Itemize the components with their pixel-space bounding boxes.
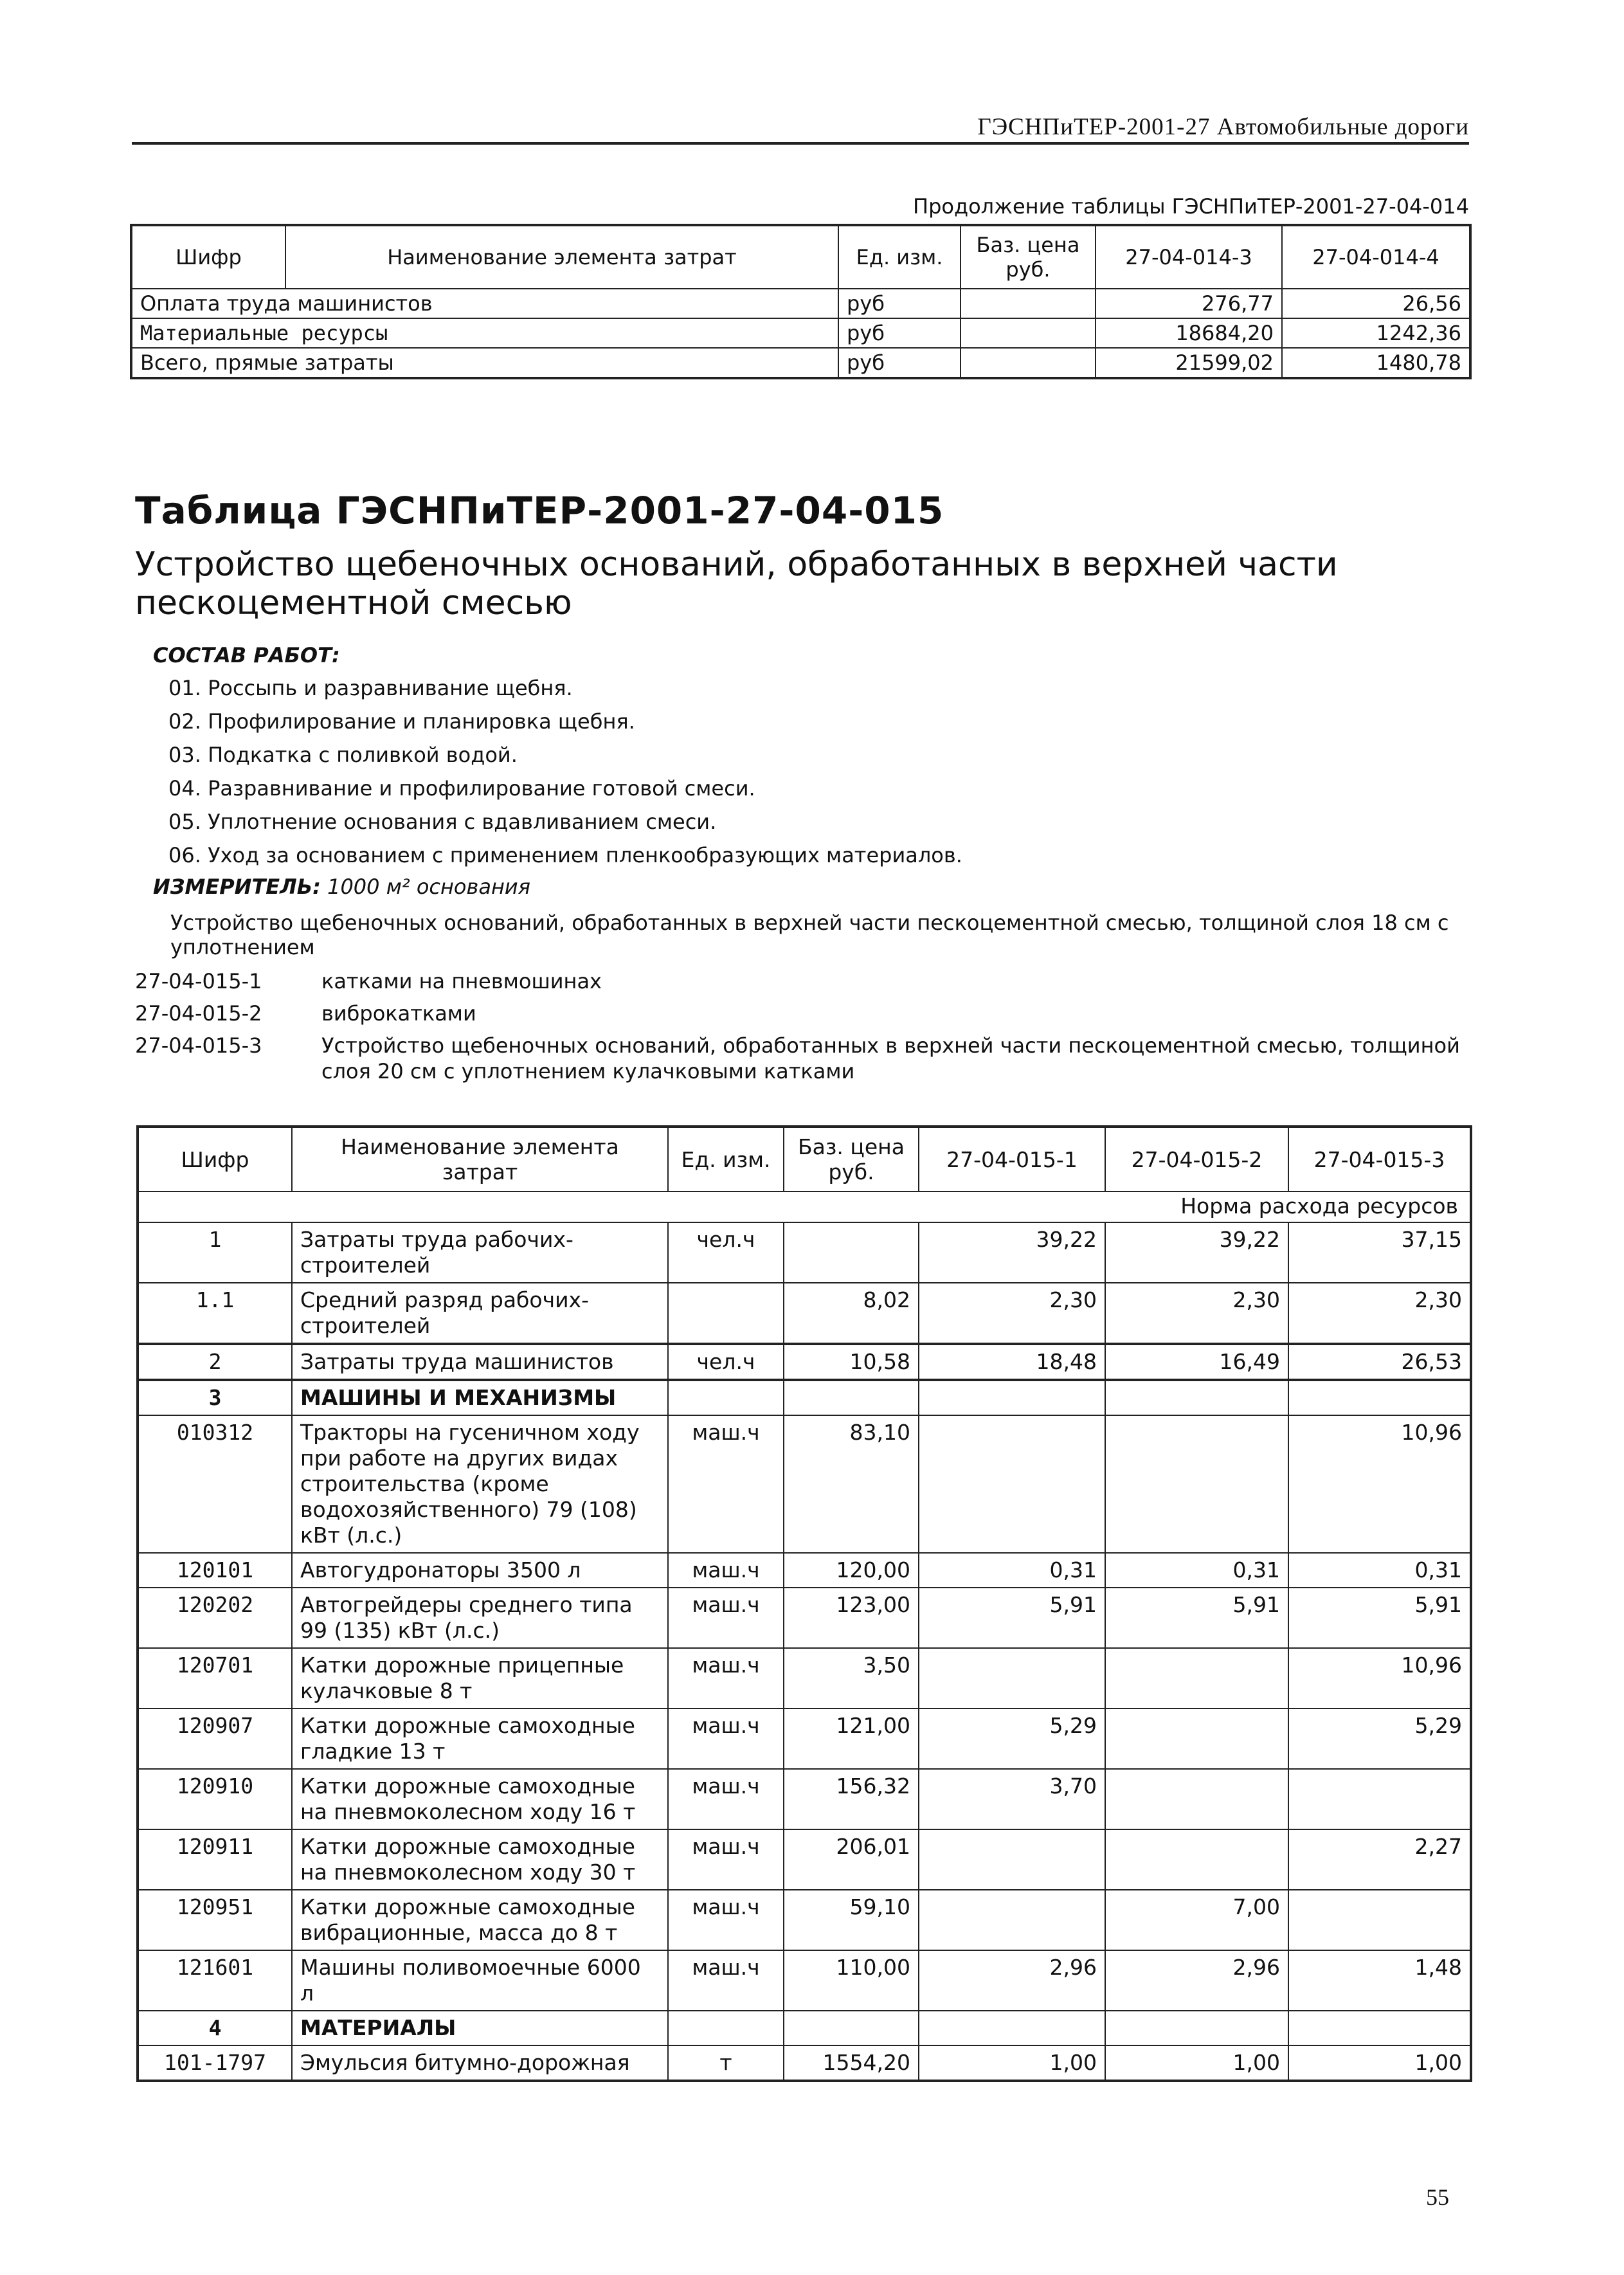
cell-value bbox=[1105, 1709, 1288, 1769]
table-title: Таблица ГЭСНПиТЕР-2001-27-04-015 bbox=[135, 489, 944, 532]
continuation-caption: Продолжение таблицы ГЭСНПиТЕР-2001-27-04-014 bbox=[913, 194, 1469, 219]
cell-value: 1242,36 bbox=[1282, 318, 1470, 348]
cell-value: 5,29 bbox=[1288, 1709, 1471, 1769]
cell-value: 0,31 bbox=[919, 1553, 1105, 1588]
cell-unit: маш.ч bbox=[668, 1950, 784, 2011]
variant-list bbox=[135, 968, 1472, 1091]
meter-value: 1000 м² основания bbox=[327, 875, 530, 899]
cell-value: 2,96 bbox=[1105, 1950, 1288, 2011]
cell-value: 5,91 bbox=[919, 1588, 1105, 1648]
page-number: 55 bbox=[1426, 2184, 1449, 2210]
header-cell: 27-04-015-3 bbox=[1288, 1127, 1471, 1192]
cell-name: МАТЕРИАЛЫ bbox=[292, 2011, 668, 2045]
cell-unit: чел.ч bbox=[668, 1344, 784, 1380]
cell-unit: т bbox=[668, 2045, 784, 2081]
table-row bbox=[138, 1709, 1471, 1769]
cell-price: 10,58 bbox=[784, 1344, 919, 1380]
cell-code: 1 bbox=[138, 1222, 292, 1283]
cell-price: 1554,20 bbox=[784, 2045, 919, 2081]
cell-price bbox=[961, 318, 1096, 348]
cell-value: 18684,20 bbox=[1096, 318, 1282, 348]
cell-price bbox=[961, 289, 1096, 318]
cell-value: 2,30 bbox=[919, 1283, 1105, 1344]
cell-name: Автогудронаторы 3500 л bbox=[292, 1553, 668, 1588]
variant-item bbox=[135, 1033, 1472, 1084]
cell-name: Тракторы на гусеничном ходу при работе на других видах строительства (кроме водохозяйственного) 79 (108) кВт (л.с.) bbox=[292, 1415, 668, 1553]
table-header-row bbox=[131, 225, 1470, 289]
cell-code: 4 bbox=[138, 2011, 292, 2045]
cell-price: 120,00 bbox=[784, 1553, 919, 1588]
variant-text: катками на пневмошинах bbox=[321, 969, 602, 993]
header-cell: Наименование элемента затрат bbox=[285, 225, 838, 289]
cell-value: 5,91 bbox=[1105, 1588, 1288, 1648]
cell-value bbox=[1105, 1380, 1288, 1415]
table-row bbox=[138, 2045, 1471, 2081]
header-cell: 27-04-014-4 bbox=[1282, 225, 1470, 289]
table-row bbox=[131, 289, 1470, 318]
cell-unit: маш.ч bbox=[668, 1648, 784, 1709]
header-cell: 27-04-015-1 bbox=[919, 1127, 1105, 1192]
cell-price: 121,00 bbox=[784, 1709, 919, 1769]
cell-value bbox=[919, 2011, 1105, 2045]
meter-line bbox=[153, 875, 962, 899]
composition-item: 06. Уход за основанием с применением пленкообразующих материалов. bbox=[168, 843, 962, 867]
work-description: Устройство щебеночных оснований, обработанных в верхней части пескоцементной смесью, толщиной слоя 18 см с уплотнением bbox=[170, 911, 1449, 959]
cell-value bbox=[1288, 2011, 1471, 2045]
table-row bbox=[138, 1829, 1471, 1890]
cell-value: 276,77 bbox=[1096, 289, 1282, 318]
cell-price: 59,10 bbox=[784, 1890, 919, 1950]
cell-unit: маш.ч bbox=[668, 1553, 784, 1588]
header-cell: Баз. цена руб. bbox=[784, 1127, 919, 1192]
cell-name: Оплата труда машинистов bbox=[131, 289, 838, 318]
cell-name: МАШИНЫ И МЕХАНИЗМЫ bbox=[292, 1380, 668, 1415]
table-row bbox=[138, 2011, 1471, 2045]
cell-code: 3 bbox=[138, 1380, 292, 1415]
header-cell: Ед. изм. bbox=[838, 225, 961, 289]
cell-code: 120907 bbox=[138, 1709, 292, 1769]
cell-value bbox=[1288, 1380, 1471, 1415]
cell-name: Катки дорожные самоходные гладкие 13 т bbox=[292, 1709, 668, 1769]
table-row bbox=[138, 1890, 1471, 1950]
table-row bbox=[131, 318, 1470, 348]
cell-price: 83,10 bbox=[784, 1415, 919, 1553]
cell-value: 0,31 bbox=[1105, 1553, 1288, 1588]
cell-code: 120910 bbox=[138, 1769, 292, 1829]
header-cell: Наименование элемента затрат bbox=[292, 1127, 668, 1192]
header-cell: 27-04-015-2 bbox=[1105, 1127, 1288, 1192]
cell-unit bbox=[668, 2011, 784, 2045]
cell-code: 121601 bbox=[138, 1950, 292, 2011]
cell-value bbox=[919, 1648, 1105, 1709]
variant-item bbox=[135, 1001, 1472, 1026]
norm-label: Норма расхода ресурсов bbox=[138, 1192, 1471, 1222]
cell-value: 1,00 bbox=[1288, 2045, 1471, 2081]
cell-value: 2,30 bbox=[1288, 1283, 1471, 1344]
cell-code: 120911 bbox=[138, 1829, 292, 1890]
meter-label: ИЗМЕРИТЕЛЬ: bbox=[153, 875, 321, 899]
cell-code: 1.1 bbox=[138, 1283, 292, 1344]
variant-code: 27-04-015-1 bbox=[135, 969, 262, 993]
cell-name: Машины поливомоечные 6000 л bbox=[292, 1950, 668, 2011]
cell-value: 39,22 bbox=[1105, 1222, 1288, 1283]
cell-code: 101-1797 bbox=[138, 2045, 292, 2081]
composition-item: 03. Подкатка с поливкой водой. bbox=[168, 743, 518, 767]
table-row bbox=[138, 1222, 1471, 1283]
cell-unit: маш.ч bbox=[668, 1890, 784, 1950]
cell-value bbox=[919, 1890, 1105, 1950]
cell-value bbox=[919, 1380, 1105, 1415]
table-row bbox=[131, 348, 1470, 378]
running-head: ГЭСНПиТЕР-2001-27 Автомобильные дороги bbox=[132, 113, 1469, 145]
continuation-table bbox=[130, 224, 1472, 379]
cell-unit: руб bbox=[838, 318, 961, 348]
cell-value bbox=[919, 1415, 1105, 1553]
table-row bbox=[138, 1415, 1471, 1553]
cell-price: 206,01 bbox=[784, 1829, 919, 1890]
cell-value: 10,96 bbox=[1288, 1648, 1471, 1709]
cell-value bbox=[1105, 2011, 1288, 2045]
cell-code: 2 bbox=[138, 1344, 292, 1380]
variant-item bbox=[135, 968, 1472, 994]
cell-name: Катки дорожные самоходные на пневмоколесном ходу 16 т bbox=[292, 1769, 668, 1829]
cell-name: Катки дорожные самоходные на пневмоколесном ходу 30 т bbox=[292, 1829, 668, 1890]
cell-value: 18,48 bbox=[919, 1344, 1105, 1380]
cell-value: 2,96 bbox=[919, 1950, 1105, 2011]
table-row bbox=[138, 1553, 1471, 1588]
cell-price bbox=[784, 2011, 919, 2045]
cell-price bbox=[961, 348, 1096, 378]
cell-name: Всего, прямые затраты bbox=[131, 348, 838, 378]
table-row bbox=[138, 1283, 1471, 1344]
cell-value: 1,00 bbox=[1105, 2045, 1288, 2081]
table-row bbox=[138, 1344, 1471, 1380]
cell-unit bbox=[668, 1283, 784, 1344]
cell-value: 1480,78 bbox=[1282, 348, 1470, 378]
cell-value: 16,49 bbox=[1105, 1344, 1288, 1380]
variant-code: 27-04-015-3 bbox=[135, 1033, 262, 1058]
cell-unit: руб bbox=[838, 348, 961, 378]
cell-code: 120951 bbox=[138, 1890, 292, 1950]
table-row bbox=[138, 1588, 1471, 1648]
header-cell: Баз. цена руб. bbox=[961, 225, 1096, 289]
cell-value: 7,00 bbox=[1105, 1890, 1288, 1950]
composition-item: 02. Профилирование и планировка щебня. bbox=[168, 709, 635, 734]
table-header-row bbox=[138, 1127, 1471, 1192]
cell-price bbox=[784, 1222, 919, 1283]
table-row bbox=[138, 1950, 1471, 2011]
cell-value: 2,30 bbox=[1105, 1283, 1288, 1344]
work-composition bbox=[148, 643, 962, 899]
cell-code: 120701 bbox=[138, 1648, 292, 1709]
cell-name: Автогрейдеры среднего типа 99 (135) кВт (л.с.) bbox=[292, 1588, 668, 1648]
table-row bbox=[138, 1769, 1471, 1829]
cell-value bbox=[919, 1829, 1105, 1890]
cell-value: 1,48 bbox=[1288, 1950, 1471, 2011]
cell-value bbox=[1105, 1829, 1288, 1890]
variant-text: Устройство щебеночных оснований, обработанных в верхней части пескоцементной смесью, толщиной слоя 20 см с уплотнением кулачковыми катками bbox=[321, 1033, 1460, 1083]
cell-price: 156,32 bbox=[784, 1769, 919, 1829]
cell-price: 3,50 bbox=[784, 1648, 919, 1709]
cell-value bbox=[1288, 1890, 1471, 1950]
cell-name: Материальные ресурсы bbox=[131, 318, 838, 348]
cell-unit: маш.ч bbox=[668, 1829, 784, 1890]
norm-label-row bbox=[138, 1192, 1471, 1222]
cell-code: 120202 bbox=[138, 1588, 292, 1648]
cell-price: 8,02 bbox=[784, 1283, 919, 1344]
cell-unit: чел.ч bbox=[668, 1222, 784, 1283]
table-subtitle: Устройство щебеночных оснований, обработанных в верхней части пескоцементной смесью bbox=[135, 545, 1338, 622]
header-cell: 27-04-014-3 bbox=[1096, 225, 1282, 289]
cell-value: 2,27 bbox=[1288, 1829, 1471, 1890]
cell-name: Средний разряд рабочих-строителей bbox=[292, 1283, 668, 1344]
header-cell: Ед. изм. bbox=[668, 1127, 784, 1192]
cell-unit: маш.ч bbox=[668, 1769, 784, 1829]
table-row bbox=[138, 1648, 1471, 1709]
cell-unit bbox=[668, 1380, 784, 1415]
cell-value: 39,22 bbox=[919, 1222, 1105, 1283]
cell-value: 5,29 bbox=[919, 1709, 1105, 1769]
cell-value: 21599,02 bbox=[1096, 348, 1282, 378]
cell-value bbox=[1105, 1769, 1288, 1829]
cell-name: Катки дорожные самоходные вибрационные, масса до 8 т bbox=[292, 1890, 668, 1950]
cell-price: 110,00 bbox=[784, 1950, 919, 2011]
cell-value: 5,91 bbox=[1288, 1588, 1471, 1648]
cell-value: 0,31 bbox=[1288, 1553, 1471, 1588]
resource-table bbox=[136, 1125, 1472, 2082]
header-cell: Шифр bbox=[138, 1127, 292, 1192]
cell-value: 26,53 bbox=[1288, 1344, 1471, 1380]
cell-unit: маш.ч bbox=[668, 1415, 784, 1553]
cell-value: 1,00 bbox=[919, 2045, 1105, 2081]
variant-text: виброкатками bbox=[321, 1001, 476, 1026]
composition-item: 04. Разравнивание и профилирование готовой смеси. bbox=[168, 776, 755, 801]
cell-name: Затраты труда рабочих-строителей bbox=[292, 1222, 668, 1283]
cell-unit: маш.ч bbox=[668, 1588, 784, 1648]
cell-code: 010312 bbox=[138, 1415, 292, 1553]
variant-code: 27-04-015-2 bbox=[135, 1001, 262, 1026]
cell-value: 3,70 bbox=[919, 1769, 1105, 1829]
cell-code: 120101 bbox=[138, 1553, 292, 1588]
composition-item: 05. Уплотнение основания с вдавливанием смеси. bbox=[168, 810, 717, 834]
composition-label: СОСТАВ РАБОТ: bbox=[153, 643, 340, 667]
cell-value bbox=[1288, 1769, 1471, 1829]
cell-unit: руб bbox=[838, 289, 961, 318]
cell-name: Катки дорожные прицепные кулачковые 8 т bbox=[292, 1648, 668, 1709]
cell-name: Эмульсия битумно-дорожная bbox=[292, 2045, 668, 2081]
cell-price: 123,00 bbox=[784, 1588, 919, 1648]
cell-value bbox=[1105, 1648, 1288, 1709]
cell-name: Затраты труда машинистов bbox=[292, 1344, 668, 1380]
cell-value: 26,56 bbox=[1282, 289, 1470, 318]
cell-price bbox=[784, 1380, 919, 1415]
cell-unit: маш.ч bbox=[668, 1709, 784, 1769]
cell-value: 37,15 bbox=[1288, 1222, 1471, 1283]
cell-value bbox=[1105, 1415, 1288, 1553]
header-cell: Шифр bbox=[131, 225, 285, 289]
composition-item: 01. Россыпь и разравнивание щебня. bbox=[168, 676, 573, 700]
table-row bbox=[138, 1380, 1471, 1415]
cell-value: 10,96 bbox=[1288, 1415, 1471, 1553]
